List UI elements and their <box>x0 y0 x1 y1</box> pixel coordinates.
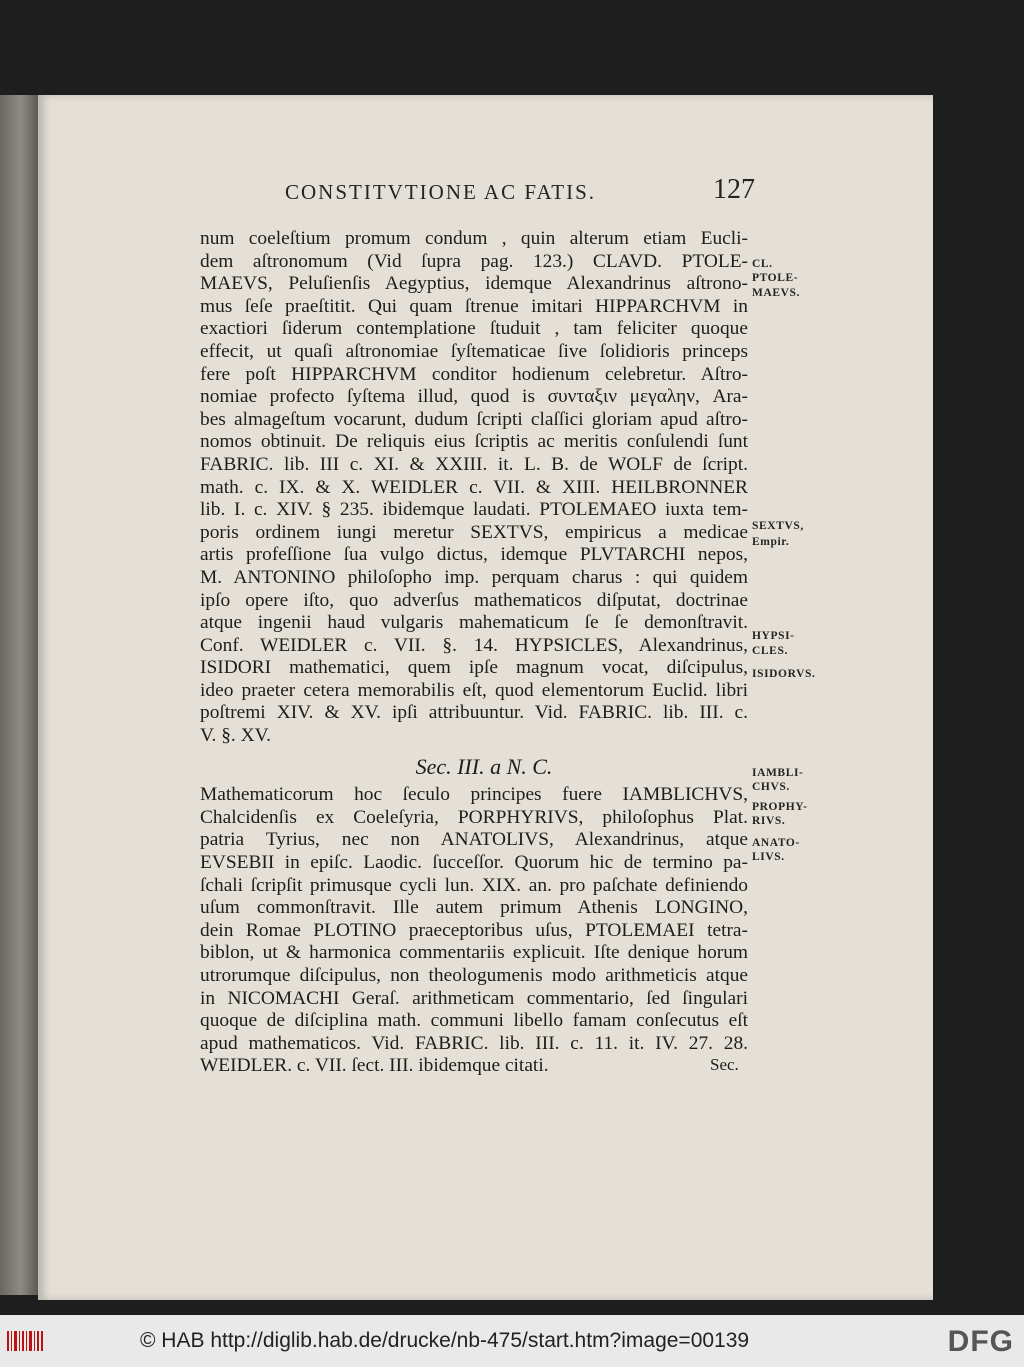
marginal-note: CLES. <box>752 645 788 657</box>
text-line: poſtremi XIV. & XV. ipſi attribuuntur. Vid. FABRIC. lib. III. c. <box>200 702 748 724</box>
marginal-note: CHVS. <box>752 781 790 793</box>
text-line: WEIDLER. c. VII. ſect. III. ibidemque citati. <box>200 1055 549 1077</box>
marginal-note: RIVS. <box>752 815 786 827</box>
marginal-note: ISIDORVS. <box>752 668 816 680</box>
text-line: nomiae profecto ſyſtema illud, quod is συνταξιν μεγαλην, Ara- <box>200 386 748 408</box>
text-line: dem aſtronomum (Vid ſupra pag. 123.) CLAVD. PTOLE- <box>200 250 748 272</box>
text-line: M. ANTONINO philoſopho imp. perquam charus : qui quidem <box>200 566 748 588</box>
text-line: atque ingenii haud vulgaris mahematicum ſe ſe demonſtravit. <box>200 612 748 634</box>
text-line: ipſo opere iſto, quo adverſus mathematicos diſputat, doctrinae <box>200 589 748 611</box>
dfg-logo: DFG <box>947 1325 1014 1358</box>
text-line: Mathematicorum hoc ſeculo principes fuere IAMBLICHVS, <box>200 784 748 806</box>
text-line: artis profeſſione ſua vulgo dictus, idemque PLVTARCHI nepos, <box>200 544 748 566</box>
marginal-note: CL. <box>752 258 773 270</box>
text-line: dein Romae PLOTINO praeceptoribus uſus, PTOLEMAEI tetra- <box>200 919 748 941</box>
hab-barcode-logo-icon <box>6 1329 46 1353</box>
marginal-note: MAEVS. <box>752 287 801 299</box>
text-line: ISIDORI mathematici, quem ipſe magnum vocat, diſcipulus, <box>200 657 748 679</box>
marginal-note: PROPHY- <box>752 801 808 813</box>
text-line: EVSEBII in epiſc. Laodic. ſucceſſor. Quorum hic de termino pa- <box>200 852 748 874</box>
marginal-note: SEXTVS, <box>752 520 804 532</box>
text-line: Chalcidenſis ex Coeleſyria, PORPHYRIVS, philoſophus Plat. <box>200 806 748 828</box>
catchword: Sec. <box>710 1055 739 1074</box>
text-line: utrorumque diſcipulus, non theologumenis modo arithmeticis atque <box>200 965 748 986</box>
text-line: FABRIC. lib. III c. XI. & XXIII. it. L. B. de WOLF de ſcript. <box>200 453 748 475</box>
text-line: poris ordinem iungi meretur SEXTVS, empiricus a medicae <box>200 521 748 543</box>
footer-bar <box>0 1315 1024 1367</box>
text-line: in NICOMACHI Geraſ. arithmeticam commentario, ſed ſingulari <box>200 987 748 1009</box>
text-line: Conf. WEIDLER c. VII. §. 14. HYPSICLES, Alexandrinus, <box>200 634 748 656</box>
copyright-url[interactable]: © HAB http://diglib.hab.de/drucke/nb-475/start.htm?image=00139 <box>140 1329 750 1352</box>
text-line: uſum commonſtravit. Ille autem primum Athenis LONGINO, <box>200 897 748 919</box>
marginal-note: Empir. <box>752 536 790 548</box>
text-line: ſchali ſcripſit primusque cycli lun. XIX. an. pro paſchate definiendo <box>200 874 748 896</box>
text-line: bes almageſtum vocarunt, dudum ſcripti claſſici gloriam apud aſtro- <box>200 408 748 430</box>
text-line: fere poſt HIPPARCHVM conditor hodienum celebretur. Aſtro- <box>200 363 748 385</box>
text-line: num coeleſtium promum condum , quin alterum etiam Eucli- <box>200 228 748 249</box>
marginal-note: LIVS. <box>752 851 785 863</box>
text-line: quoque de diſciplina math. communi libello famam conſecutus eſt <box>200 1010 748 1032</box>
section-heading: Sec. III. a N. C. <box>415 753 553 779</box>
marginal-note: PTOLE- <box>752 272 799 284</box>
text-line: exactiori ſiderum contemplatione ſtuduit , tam feliciter quoque <box>200 318 748 340</box>
text-line: effecit, ut quaſi aſtronomiae ſyſtematicae ſive ſolidioris princeps <box>200 340 748 362</box>
text-line: V. §. XV. <box>200 725 271 747</box>
text-line: biblon, ut & harmonica commentariis explicuit. Iſte denique horum <box>200 942 748 964</box>
marginal-note: ANATO- <box>752 837 800 849</box>
text-line: nomos obtinuit. De reliquis eius ſcriptis ac meritis conſulendi ſunt <box>200 431 748 453</box>
marginal-note: IAMBLI- <box>752 767 804 779</box>
text-line: math. c. IX. & X. WEIDLER c. VII. & XIII. HEILBRONNER <box>200 476 748 498</box>
page-number: 127 <box>713 174 755 205</box>
text-line: mus ſeſe praeſtitit. Qui quam ſtrenue imitari HIPPARCHVM in <box>200 295 748 317</box>
marginal-note: HYPSI- <box>752 630 795 642</box>
body-text <box>200 228 748 1078</box>
header-title: CONSTITVTIONE AC FATIS. <box>285 180 597 204</box>
text-line: patria Tyrius, nec non ANATOLIVS, Alexandrinus, atque <box>200 829 748 851</box>
previous-page-edge <box>0 95 38 1295</box>
text-line: MAEVS, Peluſienſis Aegyptius, idemque Alexandrinus aſtrono- <box>200 273 748 295</box>
text-line: ideo praeter cetera memorabilis eſt, quod elementorum Euclid. libri <box>200 679 748 701</box>
text-line: apud mathematicos. Vid. FABRIC. lib. III. c. 11. it. IV. 27. 28. <box>200 1032 748 1054</box>
text-line: lib. I. c. XIV. § 235. ibidemque laudati. PTOLEMAEO iuxta tem- <box>200 499 748 521</box>
